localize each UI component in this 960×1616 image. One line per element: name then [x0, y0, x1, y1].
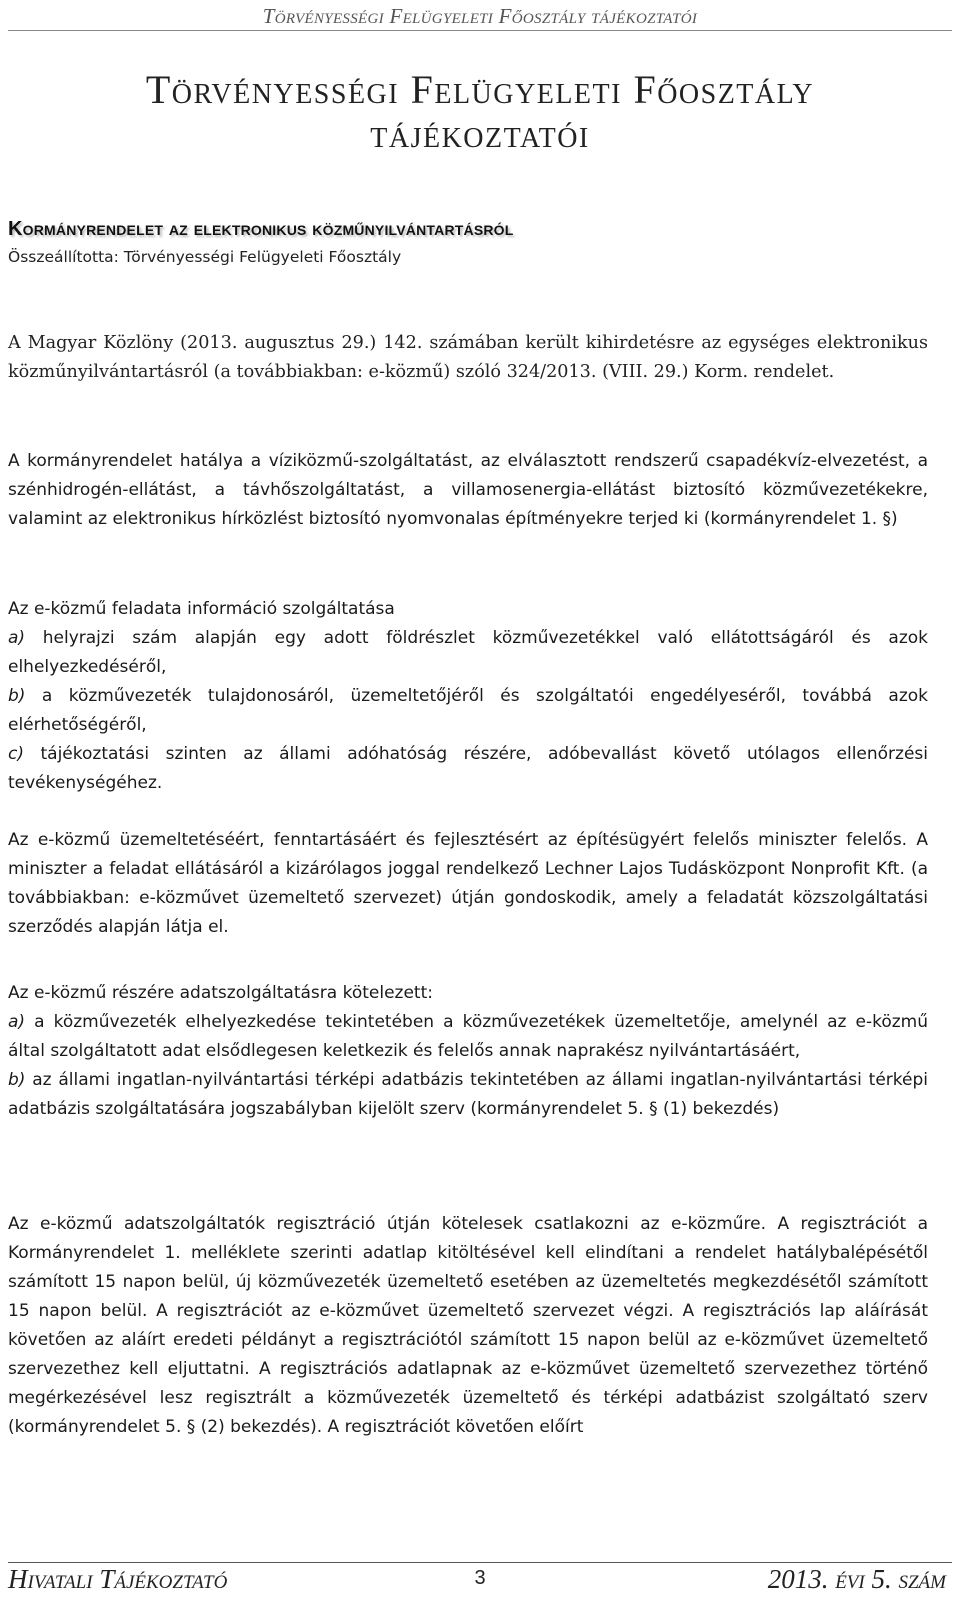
page-title-line-1: Törvényességi Felügyeleti Főosztály [145, 67, 815, 112]
scope-text: A kormányrendelet hatálya a víziközmű-szolgáltatást, az elválasztott rendszerű csapadékvíz-elvezetést, a szénhidrogén-ellátást, a távhőszolgáltatást, a villamosenergia-ellátást biztosító közművezetékekre, valamint az elektronikus hírközlést biztosító nyomvonalas építményekre terjed ki (kormányrendelet 1. §) [8, 451, 928, 529]
intro-paragraph: A Magyar Közlöny (2013. augusztus 29.) 142. számában került kihirdetésre az egységes elektronikus közműnyilvántartásról (a továbbiakban: e-közmű) szóló 324/2013. (VIII. 29.) Korm. rendelet. [8, 333, 928, 382]
registration-text: Az e-közmű adatszolgáltatók regisztráció útján kötelesek csatlakozni az e-közműre. A regisztrációt a Kormányrendelet 1. melléklete szerinti adatlap kitöltésével kell elindítani a rendelet hatálybalépésétől számított 15 napon belül, új közművezeték üzemeltető esetében az üzemeltetés megkezdésétől számított 15 napon belül. A regisztrációt az e-közművet üzemeltető szervezet végzi. A regisztrációs lap aláírását követően az aláírt eredeti példányt a regisztrációtól számított 15 napon belül az e-közművet üzemeltető szervezethez kell eljuttatni. A regisztrációs adatlapnak az e-közművet üzemeltető szervezethez történő megérkezésével lesz regisztrált a közművezeték üzemeltető és térképi adatbázist szolgáltató szerv (kormányrendelet 5. § (2) bekezdés). A regisztrációt követően előírt [8, 1214, 928, 1437]
obligated-item-b [8, 1066, 928, 1124]
tasks-section [8, 595, 928, 798]
page-title-line-2: tájékoztatói [370, 111, 590, 156]
page-title [0, 68, 960, 156]
obligated-heading: Az e-közmű részére adatszolgáltatásra kötelezett: [8, 983, 433, 1003]
item-text: az állami ingatlan-nyilvántartási térképi adatbázis tekintetében az állami ingatlan-nyilvántartási térképi adatbázis szolgáltatására jogszabályban kijelölt szerv (kormányrendelet 5. § (1) bekezdés) [8, 1070, 928, 1119]
item-label: a) [8, 628, 26, 648]
obligated-section [8, 979, 928, 1124]
item-label: b) [8, 1070, 26, 1090]
tasks-heading: Az e-közmű feladata információ szolgáltatása [8, 599, 395, 619]
footer-divider [8, 1562, 952, 1563]
item-label: b) [8, 686, 26, 706]
tasks-item-b [8, 682, 928, 740]
item-label: c) [8, 744, 24, 764]
header-divider [8, 30, 952, 31]
compiled-by: Összeállította: Törvényességi Felügyeleti Főosztály [8, 248, 402, 266]
item-text: a közművezeték elhelyezkedése tekintetében a közművezetékek üzemeltetője, amelynél az e-közmű által szolgáltatott adat elsődlegesen keletkezik és felelős annak naprakész nyilvántartásáért, [8, 1012, 928, 1061]
item-text: helyrajzi szám alapján egy adott földrészlet közművezetékkel való ellátottságáról és azok elhelyezkedéséről, [8, 628, 928, 677]
document-subtitle: Kormányrendelet az elektronikus közműnyilvántartásról [8, 218, 514, 240]
tasks-item-c [8, 740, 928, 798]
item-text: a közművezeték tulajdonosáról, üzemeltetőjéről és szolgáltatói engedélyeséről, továbbá azok elérhetőségéről, [8, 686, 928, 735]
item-label: a) [8, 1012, 26, 1032]
obligated-item-a [8, 1008, 928, 1066]
scope-paragraph [8, 447, 928, 534]
responsibility-text: Az e-közmű üzemeltetéséért, fenntartásáért és fejlesztésért az építésügyért felelős miniszter felelős. A miniszter a feladat ellátásáról a kizárólagos joggal rendelkező Lechner Lajos Tudásközpont Nonprofit Kft. (a továbbiakban: e-közművet üzemeltető szervezet) útján gondoskodik, amely a feladatát közszolgáltatási szerződés alapján látja el. [8, 830, 928, 937]
footer-publication: Hivatali Tájékoztató [8, 1564, 228, 1594]
footer-issue: 2013. évi 5. szám [767, 1564, 946, 1594]
tasks-item-a [8, 624, 928, 682]
running-header: Törvényességi Felügyeleti Főosztály tájékoztatói [262, 4, 698, 28]
page-number: 3 [474, 1567, 486, 1589]
registration-paragraph [8, 1210, 928, 1442]
responsibility-paragraph [8, 826, 928, 942]
item-text: tájékoztatási szinten az állami adóhatóság részére, adóbevallást követő utólagos ellenőrzési tevékenységéhez. [8, 744, 928, 793]
